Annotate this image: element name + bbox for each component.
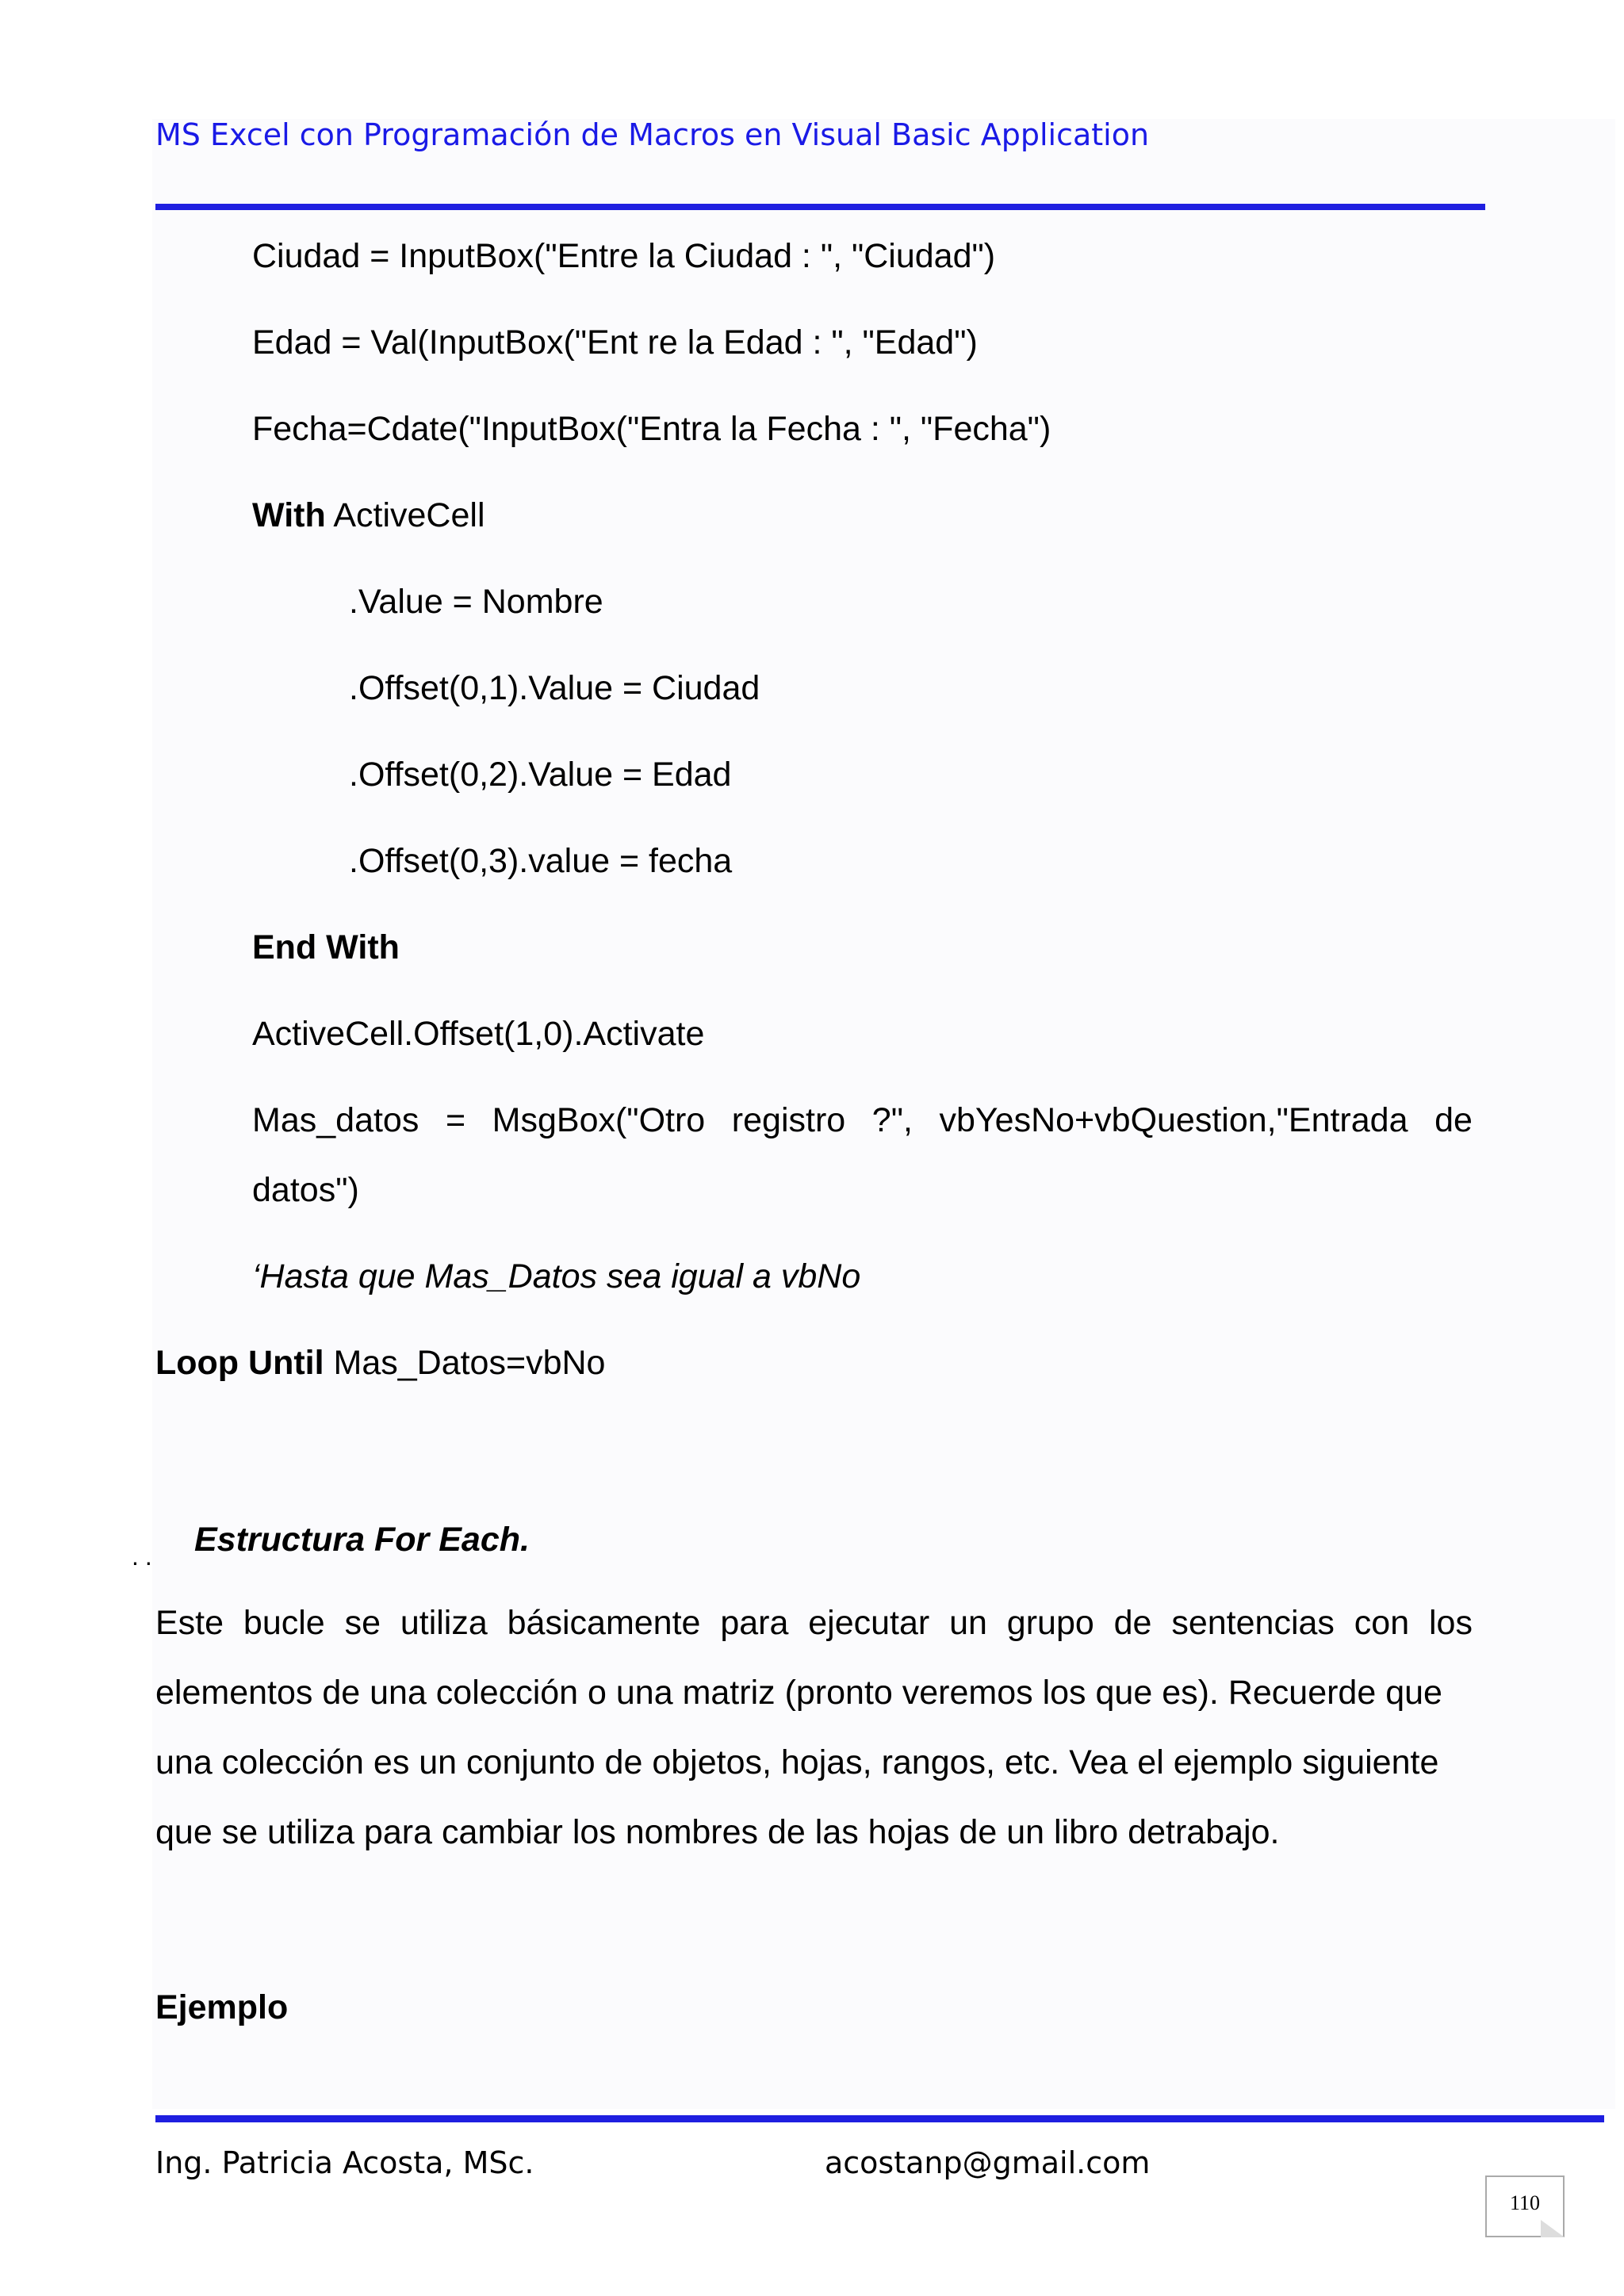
- paragraph-word: ejecutar: [808, 1604, 930, 1642]
- paragraph-word: bucle: [243, 1604, 325, 1642]
- code-line-activate: ActiveCell.Offset(1,0).Activate: [252, 1015, 705, 1053]
- paragraph-word: básicamente: [507, 1604, 701, 1642]
- msgbox-word: registro: [731, 1101, 846, 1139]
- paragraph-line-1: [155, 1606, 1473, 1640]
- page-curl-icon: [1541, 2220, 1565, 2237]
- section-title: Estructura For Each.: [194, 1521, 530, 1559]
- code-line-fecha: Fecha=Cdate("InputBox("Entra la Fecha : ", "Fecha"): [252, 410, 1051, 448]
- paragraph-word: se: [344, 1604, 381, 1642]
- code-line-value: .Value = Nombre: [349, 583, 603, 621]
- paragraph-word: con: [1354, 1604, 1410, 1642]
- code-line-msgbox-cont: datos"): [252, 1171, 359, 1209]
- code-line-end-with: End With: [252, 928, 400, 966]
- paragraph-word: para: [720, 1604, 789, 1642]
- paragraph-word: un: [949, 1604, 987, 1642]
- msgbox-word: de: [1434, 1101, 1473, 1139]
- code-line-loop-until: [155, 1346, 605, 1380]
- paragraph-word: los: [1428, 1604, 1473, 1642]
- page-number: 110: [1509, 2191, 1541, 2214]
- code-line-edad: Edad = Val(InputBox("Ent re la Edad : ", "Edad"): [252, 323, 978, 362]
- header-rule: [155, 204, 1485, 210]
- paragraph-word: grupo: [1006, 1604, 1094, 1642]
- code-comment: ‘Hasta que Mas_Datos sea igual a vbNo: [252, 1257, 861, 1295]
- code-line-with: [252, 496, 485, 534]
- footer-email: acostanp@gmail.com: [825, 2145, 1151, 2180]
- code-line-offset-3: .Offset(0,3).value = fecha: [349, 842, 733, 880]
- msgbox-word: =: [445, 1101, 466, 1139]
- paragraph-line-2: elementos de una colección o una matriz (pronto veremos los que es). Recuerde que: [155, 1674, 1442, 1712]
- footer-author: Ing. Patricia Acosta, MSc.: [155, 2145, 534, 2180]
- code-line-ciudad: Ciudad = InputBox("Entre la Ciudad : ", "Ciudad"): [252, 237, 996, 275]
- msgbox-word: MsgBox("Otro: [492, 1101, 706, 1139]
- bullet-icon: ..: [132, 1542, 159, 1571]
- paragraph-word: de: [1113, 1604, 1152, 1642]
- footer-rule: [155, 2115, 1604, 2122]
- paragraph-line-4: que se utiliza para cambiar los nombres de las hojas de un libro detrabajo.: [155, 1813, 1280, 1851]
- msgbox-word: Mas_datos: [252, 1101, 419, 1139]
- paragraph-word: Este: [155, 1604, 224, 1642]
- code-line-offset-2: .Offset(0,2).Value = Edad: [349, 756, 732, 794]
- with-keyword: With: [252, 496, 326, 534]
- example-heading: Ejemplo: [155, 1988, 289, 2026]
- header-title: MS Excel con Programación de Macros en Visual Basic Application: [155, 117, 1150, 152]
- msgbox-word: vbYesNo+vbQuestion,"Entrada: [939, 1101, 1408, 1139]
- code-line-offset-1: .Offset(0,1).Value = Ciudad: [349, 669, 760, 707]
- paragraph-line-3: una colección es un conjunto de objetos, hojas, rangos, etc. Vea el ejemplo siguiente: [155, 1743, 1439, 1781]
- loop-condition: Mas_Datos=vbNo: [324, 1344, 606, 1382]
- paragraph-word: sentencias: [1171, 1604, 1335, 1642]
- msgbox-word: ?",: [871, 1101, 913, 1139]
- loop-keyword: Loop Until: [155, 1344, 324, 1382]
- page-number-box: [1485, 2175, 1565, 2237]
- paragraph-word: utiliza: [400, 1604, 488, 1642]
- with-target: ActiveCell: [325, 496, 485, 534]
- code-line-msgbox: [252, 1101, 1473, 1139]
